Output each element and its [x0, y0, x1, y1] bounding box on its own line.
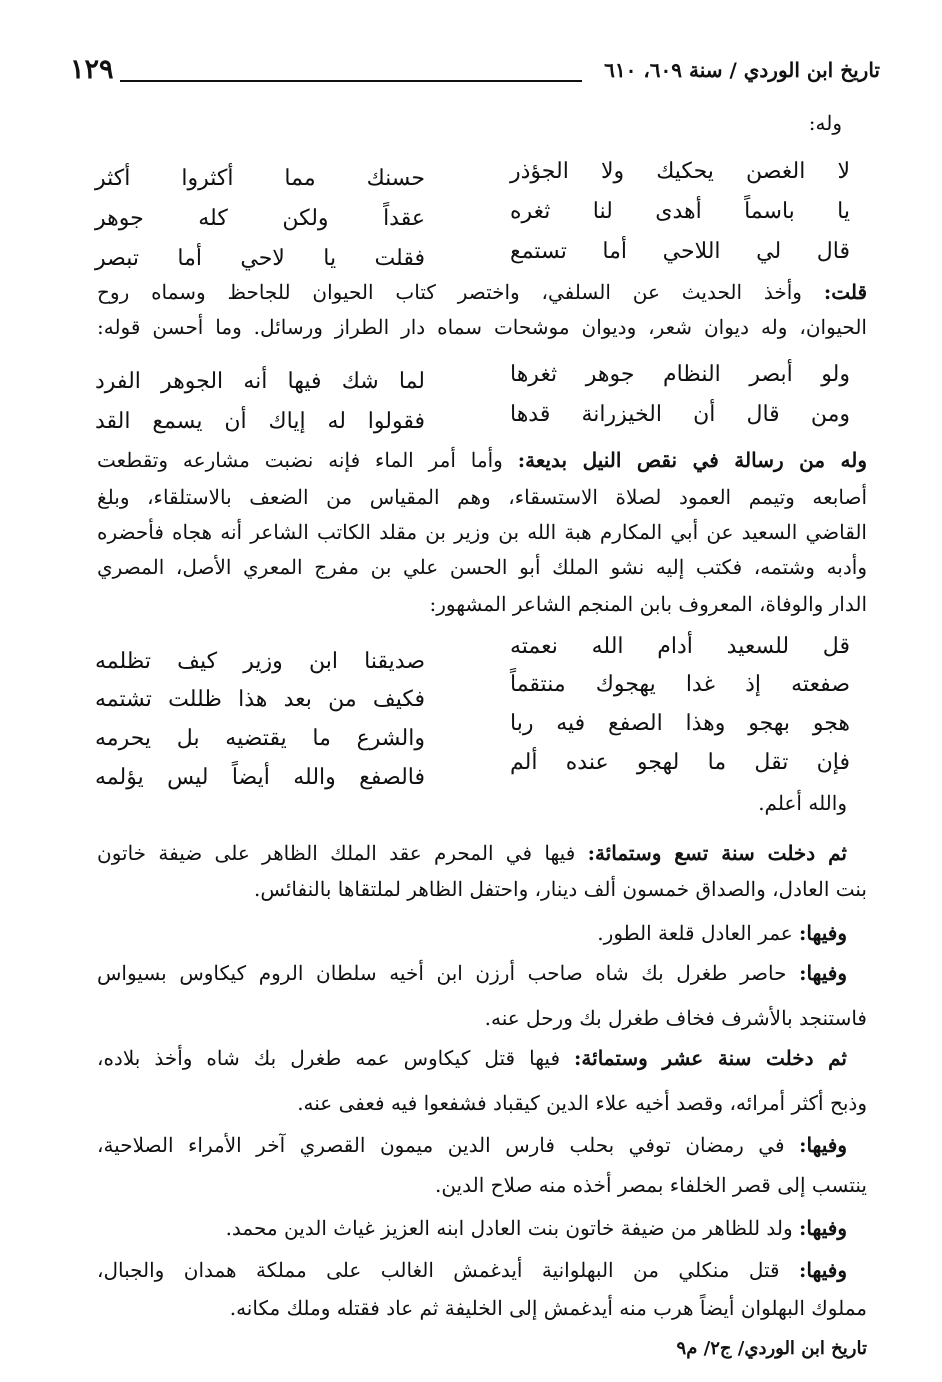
text-run: حاصر طغرل بك شاه صاحب أرزن ابن أخيه سلطان الروم كيكاوس بسيواس	[97, 961, 787, 985]
text-line	[97, 1130, 847, 1160]
paragraph-lead: ثم دخلت سنة عشر وستمائة:	[574, 1046, 847, 1070]
text-line: بنت العادل، والصداق خمسون ألف دينار، واحتفل الظاهر لملتقاها بالنفائس.	[253, 877, 867, 901]
hemistich-left: فكيف من بعد هذا ظللت تشتمه	[95, 687, 425, 712]
text-run: ولد للظاهر من ضيفة خاتون بنت العادل ابنه العزيز غياث الدين محمد.	[225, 1216, 793, 1240]
text-run: فيها قتل كيكاوس عمه طغرل بك شاه وأخذ بلاده،	[97, 1046, 561, 1070]
closing-phrase: والله أعلم.	[758, 791, 847, 815]
hemistich-right: يا باسماً أهدى لنا ثغره	[510, 199, 850, 224]
hemistich-left: فالصفع والله أيضاً ليس يؤلمه	[95, 765, 425, 790]
hemistich-left: حسنك مما أكثروا أكثر	[95, 166, 425, 191]
running-title: تاريخ ابن الوردي / سنة ٦٠٩، ٦١٠	[604, 58, 880, 82]
text-line	[97, 1255, 847, 1285]
text-run: وأخذ الحديث عن السلفي، واختصر كتاب الحيوان للجاحظ وسماه روح	[97, 280, 802, 304]
hemistich-right: قل للسعيد أدام الله نعمته	[510, 634, 850, 659]
text-line	[97, 1213, 847, 1243]
paragraph-lead: وفيها:	[799, 1133, 847, 1157]
text-line	[97, 445, 867, 475]
text-run: عمر العادل قلعة الطور.	[597, 921, 793, 945]
paragraph-lead: وله من رسالة في نقص النيل بديعة:	[517, 448, 867, 472]
hemistich-right: قال لي اللاحي أما تستمع	[510, 239, 850, 264]
paragraph-lead: وفيها:	[799, 961, 847, 985]
text-line: وأدبه وشتمه، فكتب إليه نشو الملك أبو الحسن علي بن مفرج المعري الأصل، المصري	[97, 555, 867, 579]
text-line	[97, 838, 847, 868]
paragraph-lead: وفيها:	[799, 1216, 847, 1240]
page-header	[62, 52, 880, 92]
verse-intro: وله:	[808, 111, 842, 135]
text-line: فاستنجد بالأشرف فخاف طغرل بك ورحل عنه.	[484, 1006, 867, 1030]
text-run: قتل منكلي من البهلوانية أيدغمش الغالب على مملكة همدان والجبال،	[97, 1258, 780, 1282]
text-line: ينتسب إلى قصر الخلفاء بمصر أخذه منه صلاح الدين.	[434, 1173, 867, 1197]
hemistich-right: ومن قال أن الخيزرانة قدها	[510, 402, 850, 427]
hemistich-right: لا الغصن يحكيك ولا الجؤذر	[510, 159, 850, 184]
hemistich-right: ولو أبصر النظام جوهر ثغرها	[510, 362, 850, 387]
text-line: الدار والوفاة، المعروف بابن المنجم الشاعر المشهور:	[429, 592, 867, 616]
header-rule	[120, 80, 582, 82]
paragraph-lead: وفيها:	[799, 1258, 847, 1282]
page-footer: تاريخ ابن الوردي/ ج٢/ م٩	[676, 1338, 867, 1359]
text-line	[97, 1043, 847, 1073]
text-line	[97, 277, 867, 307]
text-line	[97, 918, 847, 948]
text-line	[97, 958, 847, 988]
hemistich-left: عقداً ولكن كله جوهر	[95, 206, 425, 231]
paragraph-lead: وفيها:	[799, 921, 847, 945]
text-run: وأما أمر الماء فإنه نضبت مشارعه وتقطعت	[97, 448, 503, 472]
hemistich-left: فقلت يا لاحي أما تبصر	[95, 246, 425, 271]
text-run: فيها في المحرم عقد الملك الظاهر على ضيفة خاتون	[97, 841, 576, 865]
hemistich-left: صديقنا ابن وزير كيف تظلمه	[95, 649, 425, 674]
text-line: القاضي السعيد عن أبي المكارم هبة الله بن وزير بن مقلد الكاتب الشاعر أنه هجاه فأحضره	[97, 520, 867, 544]
hemistich-right: فإن تقل ما لهجو عنده ألم	[510, 750, 850, 775]
page-number: ١٢٩	[70, 54, 114, 85]
hemistich-left: فقولوا له إياك أن يسمع القد	[95, 409, 425, 434]
hemistich-right: هجو بهجو وهذا الصفع فيه ربا	[510, 711, 850, 736]
hemistich-left: لما شك فيها أنه الجوهر الفرد	[95, 369, 425, 394]
paragraph-lead: ثم دخلت سنة تسع وستمائة:	[587, 841, 847, 865]
hemistich-left: والشرع ما يقتضيه بل يحرمه	[95, 726, 425, 751]
text-line: الحيوان، وله ديوان شعر، وديوان موشحات سماه دار الطراز ورسائل. وما أحسن قوله:	[97, 315, 867, 339]
hemistich-right: صفعته إذ غدا يهجوك منتقماً	[510, 672, 850, 697]
text-run: في رمضان توفي بحلب فارس الدين ميمون القصري آخر الأمراء الصلاحية،	[97, 1133, 785, 1157]
text-line: مملوك البهلوان أيضاً هرب منه أيدغمش إلى الخليفة ثم عاد فقتله وملك مكانه.	[229, 1296, 867, 1320]
paragraph-lead: قلت:	[823, 280, 867, 304]
text-line: وذبح أكثر أمرائه، وقصد أخيه علاء الدين كيقباد فشفعوا فيه فعفى عنه.	[297, 1091, 867, 1115]
text-line: أصابعه وتيمم العمود لصلاة الاستسقاء، وهم المقياس من الضعف بالاستلقاء، وبلغ	[97, 485, 867, 509]
